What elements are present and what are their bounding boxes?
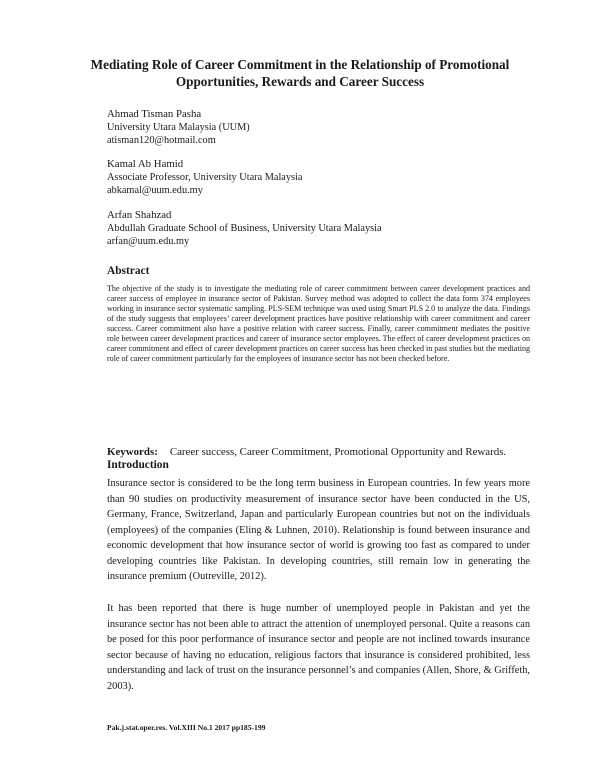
introduction-heading: Introduction xyxy=(107,459,169,471)
author-name: Arfan Shahzad xyxy=(107,209,172,221)
author-email: atisman120@hotmail.com xyxy=(107,134,216,146)
author-affiliation: Abdullah Graduate School of Business, University Utara Malaysia xyxy=(107,223,382,235)
paper-title: Mediating Role of Career Commitment in the Relationship of Promotional Opportunities, Rewards and Career Success xyxy=(90,57,510,89)
introduction-paragraph: Insurance sector is considered to be the long term business in European countries. In few years more than 90 studies on productivity measurement of insurance sector have been conducted in the US, Germany, France, Switzerland, Japan and particularly European countries but not on the individuals (employees) of the companies (Eling & Luhnen, 2010). Relationship is found between insurance and economic development that how insurance sector of world is growing too fast as compared to under developing countries like Pakistan. In developing countries, still remain low in generating the insurance premium (Outreville, 2012). xyxy=(107,478,530,583)
author-email: abkamal@uum.edu.my xyxy=(107,184,203,196)
abstract-text: The objective of the study is to investigate the mediating role of career commitment between career development practices and career success of employee in insurance sector of Pakistan. Survey method was adopted to collect the data form 374 employees working in insurance sector systematic sampling. PLS-SEM technique was used using Smart PLS 2.0 to analyze the data. Findings of the study suggests that employees’ career development practices have positive relationship with career commitment and career success. Career commitment also have a positive relation with career success. Finally, career commitment mediates the positive role between career development practices and career of insurance sector employees. The effect of career development practices on career commitment and effect of career development practices on career success has been checked in past studies but the mediating role of career commitment particularly for the employees of insurance sector has not been checked before. xyxy=(107,284,530,364)
keywords-line xyxy=(107,444,530,460)
author-affiliation: Associate Professor, University Utara Malaysia xyxy=(107,172,303,184)
journal-footer: Pak.j.stat.oper.res. Vol.XIII No.1 2017 pp185-199 xyxy=(107,723,266,732)
introduction-paragraph: It has been reported that there is huge number of unemployed people in Pakistan and yet the insurance sector has not been able to attract the attention of unemployed personal. Quite a reasons can be posed for this poor performance of insurance sector and people are not inclined towards insurance sector because of having no education, religious factors that insurance is considered prohibited, less understanding and lack of trust on the insurance personnel’s and companies (Allen, Shore, & Griffeth, 2003). xyxy=(107,603,530,692)
author-block xyxy=(107,108,250,147)
author-block xyxy=(107,209,382,248)
keywords-label: Keywords: xyxy=(107,446,158,458)
author-affiliation: University Utara Malaysia (UUM) xyxy=(107,122,250,134)
abstract-heading: Abstract xyxy=(107,265,150,277)
author-name: Kamal Ab Hamid xyxy=(107,158,184,170)
author-block xyxy=(107,158,302,197)
keywords-text: Career success, Career Commitment, Promotional Opportunity and Rewards. xyxy=(169,446,507,458)
author-email: arfan@uum.edu.my xyxy=(107,235,190,247)
author-name: Ahmad Tisman Pasha xyxy=(107,108,202,120)
